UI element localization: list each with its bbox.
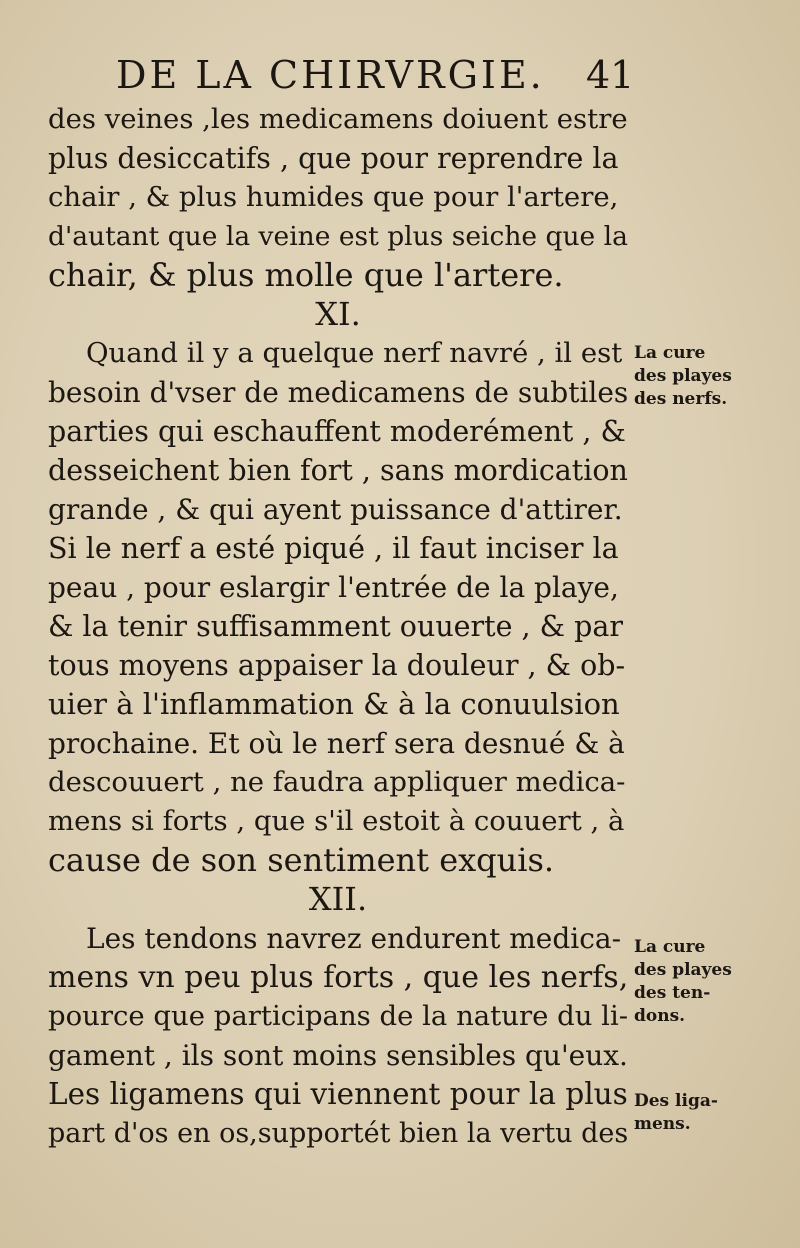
body-text <box>48 100 628 1153</box>
text-line: mens si forts , que s'il estoit à couuert , à <box>48 805 625 837</box>
text-line: Si le nerf a esté piqué , il faut inciser la <box>48 532 619 565</box>
margin-note-line: des ten- <box>634 983 711 1003</box>
text-line: pource que participans de la nature du li- <box>48 1000 629 1032</box>
text-line: chair, & plus molle que l'artere. <box>48 256 564 294</box>
margin-note-cure-nerfs <box>634 342 794 411</box>
section-heading: XII. <box>308 880 368 918</box>
text-line: prochaine. Et où le nerf sera desnué & à <box>48 727 625 760</box>
text-line: desseichent bien fort , sans mordication <box>48 454 628 487</box>
text-line: Quand il y a quelque nerf navré , il est <box>86 337 623 369</box>
section-heading: XI. <box>315 295 361 333</box>
text-line: peau , pour eslargir l'entrée de la playe, <box>48 571 619 604</box>
margin-note-line: Des liga- <box>634 1091 718 1111</box>
margin-note-line: La cure <box>634 937 706 957</box>
page-header <box>116 50 676 100</box>
text-line: tous moyens appaiser la douleur , & ob- <box>48 649 626 682</box>
running-title: DE LA CHIRVRGIE. <box>116 53 545 97</box>
text-line: chair , & plus humides que pour l'artere, <box>48 181 619 213</box>
text-line: cause de son sentiment exquis. <box>48 841 555 879</box>
text-line: grande , & qui ayent puissance d'attirer. <box>48 493 623 526</box>
text-line: descouuert , ne faudra appliquer medica- <box>48 766 626 798</box>
text-line: Les ligamens qui viennent pour la plus <box>48 1077 628 1111</box>
margin-note-line: dons. <box>634 1006 686 1026</box>
text-line: gament , ils sont moins sensibles qu'eux. <box>48 1039 628 1072</box>
margin-note-line: mens. <box>634 1114 691 1134</box>
margin-note-line: des nerfs. <box>634 389 728 409</box>
text-line: parties qui eschauffent moderément , & <box>48 415 626 448</box>
text-line: d'autant que la veine est plus seiche que la <box>48 221 628 252</box>
text-line: & la tenir suffisamment ouuerte , & par <box>48 610 623 643</box>
text-line: des veines ,les medicamens doiuent estre <box>48 103 628 135</box>
text-line: uier à l'inflammation & à la conuulsion <box>48 687 620 721</box>
margin-note-cure-tendons <box>634 936 794 1028</box>
margin-note-line: des playes <box>634 366 732 386</box>
text-line: mens vn peu plus forts , que les nerfs, <box>48 960 629 995</box>
text-line: Les tendons navrez endurent medica- <box>86 922 622 955</box>
text-line: besoin d'vser de medicamens de subtiles <box>48 376 629 409</box>
text-line: plus desiccatifs , que pour reprendre la <box>48 142 619 175</box>
page-number: 41 <box>586 53 635 97</box>
margin-note-line: des playes <box>634 960 732 980</box>
text-line: part d'os en os,supportét bien la vertu des <box>48 1118 629 1149</box>
margin-note-ligamens <box>634 1090 794 1136</box>
margin-note-line: La cure <box>634 343 706 363</box>
